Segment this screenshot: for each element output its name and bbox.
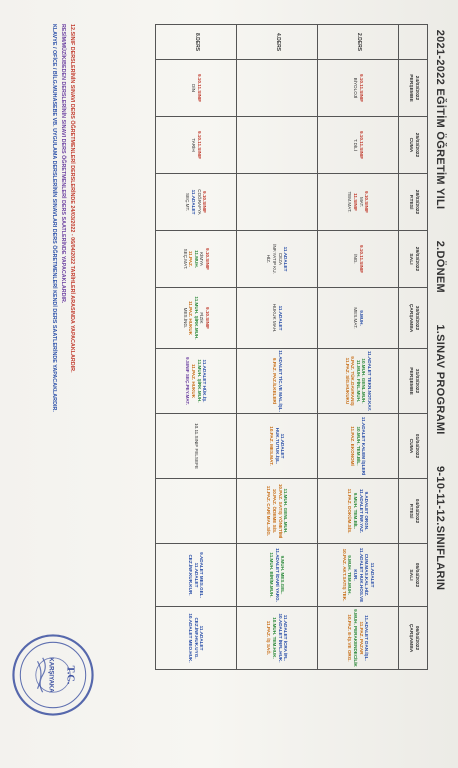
column-header	[399, 60, 428, 117]
cell-line: 9.10.11.SINIF	[358, 244, 364, 274]
row-label: 2.DERS	[318, 25, 399, 60]
column-header	[399, 174, 428, 231]
schedule-cell	[156, 414, 237, 479]
column-day: P.TESİ	[408, 503, 413, 519]
column-day: ÇARŞAMBA	[408, 303, 413, 333]
cell-line: 11.ADALET İDARİ YARG.	[274, 548, 280, 602]
cell-line: 11.MUH. GENL.MUH.	[283, 488, 289, 534]
cell-line: 10.PAZ. E-İŞ.VE ORG.	[347, 614, 353, 662]
cell-line: 11.ADALET DAN.İŞL.	[364, 615, 370, 661]
title-year: 2021-2022 EĞİTİM ÖĞRETİM YILI	[434, 29, 446, 210]
schedule-cell	[318, 414, 399, 479]
column-date: 01/04/2022	[413, 433, 419, 459]
cell-line: 10.ADALET İNFL.HUK.	[277, 613, 283, 663]
cell-line: 9.MUH. PERAKENDECİLİK	[353, 609, 358, 667]
column-day: PERŞEMBE	[408, 74, 413, 102]
schedule-cell	[156, 288, 237, 349]
schedule-cell	[318, 117, 399, 174]
column-date: 05/04/2022	[413, 562, 419, 588]
schedule-cell	[237, 349, 318, 414]
cell-line: 10.PAZ. MES.MAT.	[269, 426, 275, 466]
column-day: PERŞEMBE	[408, 367, 413, 395]
schedule-cell	[237, 231, 318, 288]
column-day: CUMA	[408, 137, 413, 153]
schedule-cell	[237, 544, 318, 607]
cell-line: TARİH	[191, 138, 196, 152]
schedule-cell	[318, 607, 399, 670]
row-label: 8.DERS	[156, 25, 237, 60]
column-date: 25/03/2022	[413, 132, 419, 158]
header-row	[399, 25, 428, 670]
schedule-row	[237, 25, 318, 670]
cell-line: HUKUK MAH.	[272, 303, 277, 333]
cell-line: 11.PAZ. PAZAR	[358, 621, 364, 655]
cell-line: 9.10.11.SINIF	[196, 73, 202, 103]
schedule-cell	[237, 117, 318, 174]
cell-line: 9.MUH. MES.GEL.	[280, 555, 286, 595]
cell-line: 11.MUH.	[193, 250, 199, 268]
schedule-cell	[237, 414, 318, 479]
schedule-row	[156, 25, 237, 670]
cell-line: 11.MUH. ŞİRK.MUH.	[193, 296, 199, 340]
stamp-letters: T.C.	[64, 665, 76, 685]
schedule-cell	[156, 174, 237, 231]
column-date: 31/03/2022	[413, 368, 419, 394]
cell-line: 10.PAZ. SATIŞ YÖNETİMİ	[277, 483, 283, 539]
note-line: KLAVYE / OFİCE / BİLG.MUHASEBE VB. UYGULAMA DERSLERİNİN SINAVLARI DERS ÖĞRETMENLERİ KENDİ DERS SAATLERİNDE YAPACAKLARDIR.	[51, 24, 57, 412]
cell-line: 11.ADALET KALEM İŞLERİ	[361, 416, 367, 476]
cell-line: 11.ADALET CEZ.İNF.KUR.KUR.	[188, 554, 199, 596]
cell-line: 11.PAZ.	[188, 250, 194, 268]
schedule-cell	[318, 231, 399, 288]
column-date: 04/04/2022	[413, 498, 419, 524]
cell-line: DİN	[191, 84, 196, 92]
cell-line: 9.10.SINIF	[204, 248, 210, 270]
cell-line: 9.ADALET MES.GEL.	[199, 552, 205, 598]
cell-line: HİZ.	[266, 254, 272, 264]
cell-line: 9.PAZ. TÜK.DAVRANIŞ	[350, 356, 356, 406]
title-exam: 1.SINAV PROGRAMI	[434, 324, 446, 435]
cell-line: TEM.MAT.	[347, 191, 353, 213]
column-header	[399, 544, 428, 607]
cell-line: 10.PAZ. ÖDEME SİS.	[272, 488, 277, 534]
note-line: RESİM/MÜZİK/BEDEN DERSLERİNİN SINAVI DERS ÖĞRETMENLERİ DERS SAATLERİNDE YAPACAKLARDIR.	[60, 24, 66, 304]
cell-line: İNF.YATIP KU.	[272, 244, 277, 274]
schedule-cell	[156, 607, 237, 670]
cell-line: 10.MUH. TEM.HUK.	[272, 617, 277, 659]
cell-line: 10.11.SINIF FELSEFE	[193, 423, 199, 469]
column-day: P.TESİ	[408, 194, 413, 210]
cell-line: 11.PAZ. İŞ SAĞ.	[266, 620, 272, 656]
column-date: 29/03/2022	[413, 246, 419, 272]
cell-line: 11.MUH. ŞİRK.MUH.	[196, 359, 202, 403]
cell-line: 11.ADALET	[277, 305, 283, 331]
schedule-cell	[156, 60, 237, 117]
corner-cell	[399, 25, 428, 60]
column-date: 28/03/2022	[413, 189, 419, 215]
cell-line: 11.MUH. FİNL.MUH.	[355, 359, 361, 403]
column-day: ÇARŞAMBA	[408, 623, 413, 653]
cell-line: 11.ADALET	[191, 189, 196, 215]
column-day: CUMA	[408, 438, 413, 454]
cell-line: MAT.	[358, 196, 364, 208]
cell-line: 9.10.SINIF	[202, 191, 208, 213]
cell-line: 9.SINIF SEÇ.PEY.MAT.	[185, 357, 191, 405]
schedule-cell	[237, 174, 318, 231]
title-grades: 9-10-11-12.SINIFLARIN	[434, 466, 446, 591]
schedule-cell	[237, 288, 318, 349]
cell-line: 9.MUH.	[358, 310, 364, 326]
cell-line: 11.ADALET TEKN.NOT.KAY.	[366, 350, 372, 412]
column-day: SALI	[408, 253, 413, 265]
cell-line: 11.PAZ. DOKÜM.SİS.	[347, 488, 353, 534]
schedule-cell	[318, 174, 399, 231]
cell-line: 11.PAZ. HUKUK	[191, 363, 196, 399]
column-header	[399, 117, 428, 174]
notes-section	[49, 24, 76, 584]
cell-line: 9.10.11.SINIF	[358, 130, 364, 160]
cell-line: 9.ADALET ORGN.	[364, 491, 370, 531]
cell-line: 11.SINIF	[353, 193, 358, 211]
cell-line: İNG.	[353, 254, 358, 264]
cell-line: 11.ADALET HUK.HOS.VE KUR.	[353, 547, 364, 603]
cell-line: 11.PAZ. CARİ MAL.SİG.	[266, 485, 272, 537]
title-term: 2.DÖNEM	[434, 240, 446, 293]
cell-line: 11.ADALET	[283, 246, 289, 272]
cell-line: 11.ADALET İCRA İFL.	[283, 614, 289, 662]
cell-line: 10.MUH. TEM.BİL.	[355, 426, 361, 466]
schedule-cell	[156, 117, 237, 174]
column-header	[399, 231, 428, 288]
schedule-cell	[237, 607, 318, 670]
cell-line: SEÇ.MT.	[185, 192, 191, 212]
column-header	[399, 349, 428, 414]
schedule-cell	[156, 544, 237, 607]
cell-line: COĞRAFYA	[196, 189, 202, 215]
official-stamp	[10, 632, 96, 718]
schedule-cell	[318, 479, 399, 544]
schedule-cell	[318, 544, 399, 607]
column-header	[399, 607, 428, 670]
cell-line: FİZİK	[199, 312, 205, 324]
column-date: 30/03/2022	[413, 305, 419, 331]
cell-line: CEZA	[277, 252, 283, 266]
cell-line: 9.10.SINIF	[364, 191, 370, 213]
cell-line: KİMYA	[199, 252, 205, 266]
column-date: 06/04/2022	[413, 625, 419, 651]
cell-line: 11.ADALET HÜK.İŞ.	[202, 359, 208, 403]
cell-line: T.DİLİ	[353, 139, 358, 151]
cell-line: 11.ADALET CEZ.İNF.HUK.UYG.	[193, 617, 205, 659]
row-label: 4.DERS	[237, 25, 318, 60]
schedule-cell	[156, 479, 237, 544]
stamp-name: KARŞIYAKA	[47, 657, 54, 693]
cell-line: 10.MUH. GENL.MUH.	[361, 358, 367, 404]
column-header	[399, 288, 428, 349]
cell-line: SEÇ.MAT.	[182, 248, 188, 270]
cell-line: 9.10.11.SINIF	[196, 130, 202, 160]
schedule-cell	[237, 479, 318, 544]
cell-line: MES.MAT.	[353, 307, 358, 329]
schedule-row	[318, 25, 399, 670]
cell-line: 9.10.SINIF	[204, 307, 210, 329]
cell-line: 11.ADALET İNF.YAZ.	[358, 488, 364, 534]
schedule-cell	[156, 349, 237, 414]
cell-line: 11.ADALET CUM.MAS.KAL.HİZ.	[364, 553, 375, 597]
cell-line: 9.MUH. TEM.MUH.	[347, 555, 353, 595]
cell-line: 11.PAZ. EKONOMİ	[350, 426, 356, 466]
schedule-cell	[237, 60, 318, 117]
column-day: SALI	[408, 569, 413, 581]
schedule-cell	[318, 349, 399, 414]
document-title	[434, 0, 446, 620]
cell-line: 9.PAZ. PAZ.İLKELERİ	[272, 357, 277, 405]
schedule-cell	[156, 231, 237, 288]
cell-line: BİYOLOJİ	[353, 77, 358, 99]
exam-schedule-table	[155, 24, 428, 670]
column-header	[399, 479, 428, 544]
cell-line: 11.ADALET HUK.TUTUK.İŞL.	[274, 427, 286, 465]
cell-line: 11.PAZ. HUKUK	[188, 300, 194, 336]
cell-line: 11.PAZ. SİG.HUKUKU	[344, 357, 350, 405]
column-date: 24/03/2022	[413, 75, 419, 101]
schedule-cell	[318, 288, 399, 349]
column-header	[399, 414, 428, 479]
cell-line: 10.ADALET MEO.HUK.	[188, 613, 194, 663]
schedule-cell	[318, 60, 399, 117]
cell-line: 11.MUH. BİRİM.MUH.	[269, 552, 275, 598]
cell-line: MES.İNG.	[182, 307, 188, 329]
cell-line: 11.ADALET TİC.VE MAL.İŞL.	[277, 350, 283, 412]
cell-line: 10.PAZ. AKT.SATIŞ TEK.	[341, 548, 347, 602]
cell-line: 9.10.11.SINIF	[358, 73, 364, 103]
cell-line: 9.MUH. TEM.BİL.	[353, 492, 358, 530]
note-line: 12.SINIF DERSLERİNİN SINAVI DERS ÖĞRETMENLERİ DERSLERİNDE 24/03/2022 - 06/04/2022 TARİHLERİ ARASINDA YAPACAKLARDIR.	[69, 24, 75, 373]
